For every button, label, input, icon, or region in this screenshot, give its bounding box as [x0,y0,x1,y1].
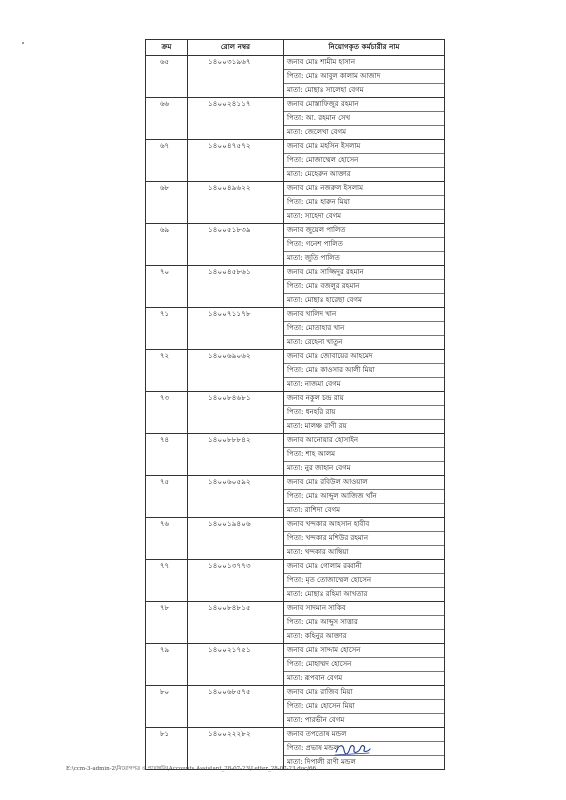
roll-cell: ১৪০০২২২৮২ [188,728,284,770]
mother-name: মাতা: মোছাঃ হারেছা বেগম [287,296,362,304]
serial-cell: ৬৮ [146,182,188,224]
father-name: পিতা: আ. রহমান সেখ [284,112,444,126]
table-row [146,98,445,140]
father-name: পিতা: মোঃ কাওসার আলী মিয়া [284,364,444,378]
name-cell [284,56,445,98]
roll-cell: ১৪০০২১৭৫১ [188,644,284,686]
father-name: পিতা: মোতাহার খান [284,322,444,336]
name-cell [284,686,445,728]
roll-cell: ১৪০০১৩৭৭৩ [188,560,284,602]
serial-cell: ৭৬ [146,518,188,560]
roll-cell: ১৪০০৬৯০৬২ [188,350,284,392]
employee-name: জনাব মোঃ শামীম হাসান [284,56,444,70]
father-name: পিতা: ধনহরি রায় [284,406,444,420]
name-cell [284,560,445,602]
serial-cell: ৬৫ [146,56,188,98]
name-cell [284,602,445,644]
table-row [146,644,445,686]
roll-cell: ১৪০০২৪১১৭ [188,98,284,140]
table-row [146,308,445,350]
employee-name: জনাব মোঃ সাদ্দাম হোসেন [284,644,444,658]
table-header-row [146,40,445,56]
roll-cell: ১৪০০৫১৮৩৯ [188,224,284,266]
name-cell [284,98,445,140]
roll-cell: ১৪০০৮৪৮১৫ [188,602,284,644]
serial-cell: ৭৭ [146,560,188,602]
name-cell [284,518,445,560]
employee-name: জনাব মোঃ মহসিন ইসলাম [284,140,444,154]
table-row [146,434,445,476]
name-cell [284,224,445,266]
mother-name: মাতা: জেলেখা বেগম [287,128,346,136]
table-row [146,182,445,224]
father-name: পিতা: প্রভাষ মন্ডল [284,742,444,756]
serial-cell: ৬৭ [146,140,188,182]
mother-name: মাতা: মোছাঃ রহিমা আখতার [287,590,368,598]
father-name: পিতা: মোঃ আব্দুস সাত্তার [284,616,444,630]
mother-name: মাতা: রেহেনা খাতুন [287,338,343,346]
mother-name: মাতা: খন্দকার আম্বিয়া [287,548,349,556]
serial-cell: ৭৪ [146,434,188,476]
mother-name: মাতা: নুর জাহান বেগম [287,464,351,472]
table-row [146,560,445,602]
employee-name: জনাব জুয়েল পালিত [284,224,444,238]
employee-name: জনাব মোঃ গোলাম রব্বানী [284,560,444,574]
employee-name: জনাব মোঃ রবিউল আওয়াল [284,476,444,490]
roll-cell: ১৪০০৬০৫৯২ [188,476,284,518]
appointee-table [145,39,445,770]
table-row [146,56,445,98]
table-row [146,224,445,266]
table-row [146,518,445,560]
footer-file-path: E:\ccm-3-admin-2\নিয়োগপত্র ও পদোন্নতি\Accounts Assistant_28-07-23\Letter_28-07-23.doc/66 [66,766,317,772]
roll-cell: ১৪০০৪৯৬২২ [188,182,284,224]
name-cell [284,392,445,434]
serial-cell: ৬৯ [146,224,188,266]
roll-cell: ১৪০০৩১৯৬৭ [188,56,284,98]
father-name: পিতা: মোজাম্মেল হোসেন [284,154,444,168]
father-name: পিতা: মোঃ বজলুর রহমান [284,280,444,294]
father-name: পিতা: শাহ আলম [284,448,444,462]
employee-name: জনাব খালিদ খান [284,308,444,322]
mother-name: মাতা: নাজমা বেগম [287,380,341,388]
employee-name: জনাব আনোয়ার হোসাইন [284,434,444,448]
employee-name: জনাব তপতোষ মন্ডল [284,728,444,742]
serial-cell: ৮০ [146,686,188,728]
mother-name: মাতা: দিপালী রাণী মন্ডল [287,758,356,766]
name-cell [284,476,445,518]
table-row [146,728,445,770]
roll-cell: ১৪০০১৯৪০৬ [188,518,284,560]
name-cell [284,308,445,350]
roll-cell: ১৪০০৪৫৮৬১ [188,266,284,308]
serial-cell: ৭০ [146,266,188,308]
employee-name: জনাব মোঃ নজরুল ইসলাম [284,182,444,196]
father-name: পিতা: মোহাম্মদ হোসেন [284,658,444,672]
father-name: পিতা: গনেশ পালিত [284,238,444,252]
father-name: পিতা: মোঃ হারুন মিয়া [284,196,444,210]
serial-cell: ৭৩ [146,392,188,434]
table-row [146,350,445,392]
name-cell [284,266,445,308]
name-cell [284,182,445,224]
table-body [146,56,445,770]
serial-cell: ৭৯ [146,644,188,686]
mother-name: মাতা: মেহেরুন আক্তার [287,170,351,178]
signature-icon [333,740,373,758]
employee-name: জনাব মোস্তাফিজুর রহমান [284,98,444,112]
header-serial: ক্রম [146,40,188,56]
roll-cell: ১৪০০৭১১৭৮ [188,308,284,350]
employee-name: জনাব সাদমান সাকিব [284,602,444,616]
name-cell [284,350,445,392]
roll-cell: ১৪০০৮৪৬৮১ [188,392,284,434]
serial-cell: ৬৬ [146,98,188,140]
father-name: পিতা: মোঃ হোসেন মিয়া [284,700,444,714]
employee-name: জনাব মোঃ জোবায়ের আহমেদ [284,350,444,364]
mother-name: মাতা: রাশিদা বেগম [287,506,340,514]
table-row [146,476,445,518]
employee-name: জনাব নকুল চন্দ্র রায় [284,392,444,406]
name-cell [284,644,445,686]
table-row [146,140,445,182]
name-cell [284,140,445,182]
scan-speck [22,42,24,44]
mother-name: মাতা: মালঞ্চ রাণী রয় [287,422,347,430]
header-name: নিয়োগকৃত কর্মচারীর নাম [284,40,445,56]
serial-cell: ৭১ [146,308,188,350]
roll-cell: ১৪০০৮৮৮৪২ [188,434,284,476]
table-row [146,266,445,308]
serial-cell: ৮১ [146,728,188,770]
employee-name: জনাব মোঃ সাজ্জিদুর রহমান [284,266,444,280]
serial-cell: ৭৫ [146,476,188,518]
table-row [146,686,445,728]
mother-name: মাতা: পারভীন বেগম [287,716,345,724]
header-roll: রোল নম্বর [188,40,284,56]
mother-name: মাতা: মোছাঃ সালেহা বেগম [287,86,364,94]
father-name: পিতা: মোঃ আব্দুল আজিজ খাঁন [284,490,444,504]
father-name: পিতা: খন্দকার মশিউর রহমান [284,532,444,546]
roll-cell: ১৪০০৪৭৫৭২ [188,140,284,182]
employee-name: জনাব মোঃ রাজিব মিয়া [284,686,444,700]
mother-name: মাতা: সাহেদা বেগম [287,212,342,220]
table-row [146,392,445,434]
name-cell [284,434,445,476]
mother-name: মাতা: জুতি পালিত [287,254,340,262]
mother-name: মাতা: রূপবান বেগম [287,674,343,682]
table-row [146,602,445,644]
serial-cell: ৭৮ [146,602,188,644]
mother-name: মাতা: কহিনুর আক্তার [287,632,347,640]
employee-name: জনাব খন্দকার আহসান হাবীব [284,518,444,532]
serial-cell: ৭২ [146,350,188,392]
father-name: পিতা: মোঃ আবুল কালাম আজাদ [284,70,444,84]
father-name: পিতা: মৃত তোজাম্মেল হোসেন [284,574,444,588]
roll-cell: ১৪০০৬৮৫৭৫ [188,686,284,728]
